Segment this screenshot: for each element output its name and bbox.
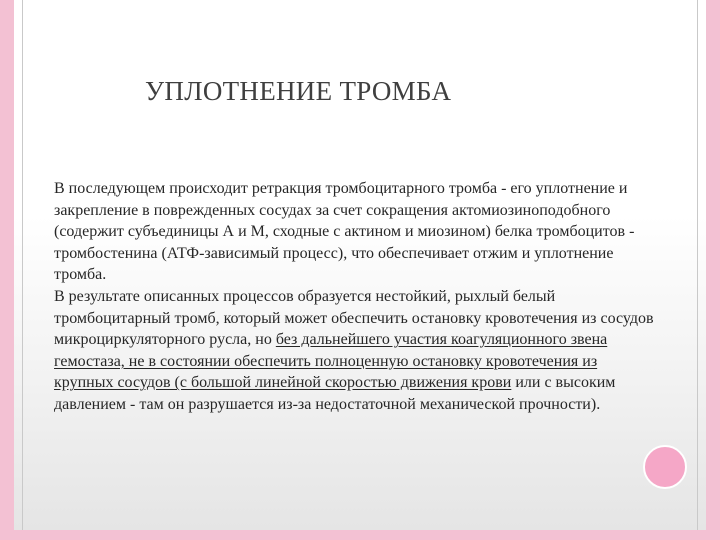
left-inner-line: [22, 0, 23, 540]
bottom-pink-bar: [0, 530, 720, 540]
right-pink-border: [706, 0, 720, 540]
slide-title: УПЛОТНЕНИЕ ТРОМБА: [145, 76, 452, 106]
slide-body: [54, 178, 654, 416]
paragraph-result: [54, 286, 654, 416]
paragraph-result-end: или с высоким давлением - там он разрушается из-за недостаточной механической прочности).: [54, 374, 616, 413]
paragraph-result-start: В результате описанных процессов образуется нестойкий, рыхлый белый тромбоцитарный тромб, который может обеспечить остановку кровотечения из сосудов микроциркуляторного русла, но: [54, 287, 654, 349]
paragraph-retraction: В последующем происходит ретракция тромбоцитарного тромба - его уплотнение и закрепление в поврежденных сосудах за счет сокращения актомиозиноподобного (содержит субъединицы А и М, сходные с актином и миозином) белка тромбоцитов - тромбостенина (АТФ-зависимый процесс), что обеспечивает отжим и уплотнение тромба.: [54, 180, 635, 284]
right-inner-line: [697, 0, 698, 540]
decorative-pink-circle: [643, 445, 687, 489]
left-pink-border: [0, 0, 14, 540]
paragraph-result-underlined: без дальнейшего участия коагуляционного звена гемостаза, не в состоянии обеспечить полноценную остановку кровотечения из крупных сосудов (с большой линейной скоростью движения крови: [54, 331, 608, 392]
